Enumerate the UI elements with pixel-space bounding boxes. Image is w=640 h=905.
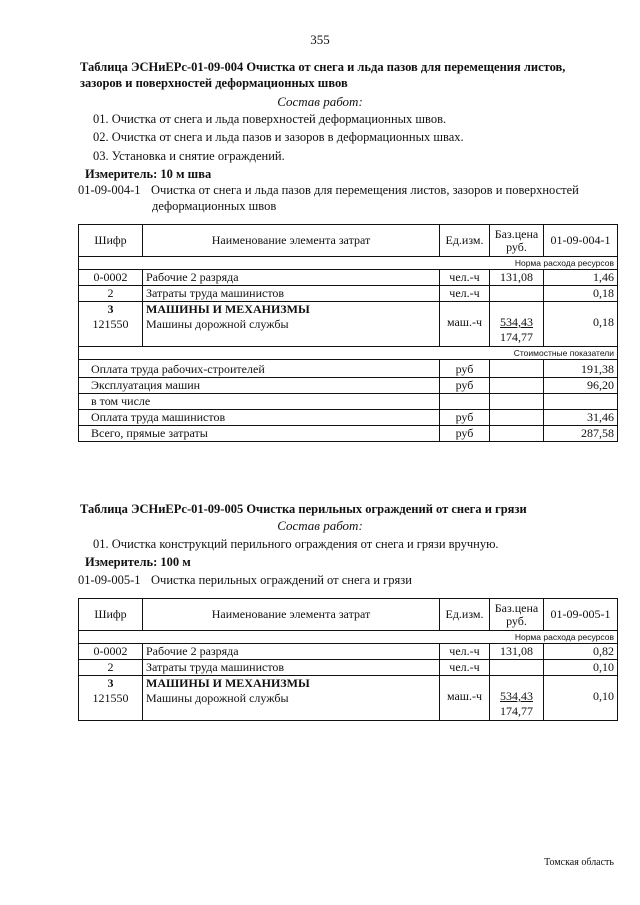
table-header-row: [79, 599, 618, 631]
cell-unit: чел.-ч: [440, 660, 490, 676]
cost-value: 31,46: [544, 410, 618, 426]
header-unit: Ед.изм.: [440, 599, 490, 631]
cell-price: 131,08: [490, 270, 544, 286]
code-line: [78, 573, 412, 588]
cell-name: [143, 676, 440, 721]
cell-value: 0,10: [544, 676, 618, 721]
cell-price: [490, 286, 544, 302]
code-number: 01-09-004-1: [78, 183, 141, 197]
resource-table: [78, 598, 618, 721]
cell-unit: маш.-ч: [440, 676, 490, 721]
header-code: 01-09-004-1: [544, 225, 618, 257]
cost-row: [79, 410, 618, 426]
cell-price: [490, 302, 544, 347]
cost-name: Всего, прямые затраты: [79, 426, 440, 442]
cell-value: 1,46: [544, 270, 618, 286]
cost-empty: [490, 410, 544, 426]
cell-name: Затраты труда машинистов: [143, 286, 440, 302]
group-title: МАШИНЫ И МЕХАНИЗМЫ: [146, 302, 310, 316]
header-base-price: Баз.цена руб.: [490, 599, 544, 631]
table-row: [79, 660, 618, 676]
header-name: Наименование элемента затрат: [143, 599, 440, 631]
cost-unit: руб: [440, 410, 490, 426]
cipher-code: 121550: [92, 317, 129, 331]
price-wage: 174,77: [500, 704, 533, 718]
cost-value: 287,58: [544, 426, 618, 442]
cell-unit: маш.-ч: [440, 302, 490, 347]
code-line: [78, 183, 579, 198]
resource-table: [78, 224, 618, 442]
cell-unit: чел.-ч: [440, 644, 490, 660]
work-step: 01. Очистка от снега и льда поверхностей деформационных швов.: [93, 112, 447, 126]
item-name: Машины дорожной службы: [146, 317, 289, 331]
cost-value: [544, 394, 618, 410]
work-step: 03. Установка и снятие ограждений.: [93, 149, 285, 163]
cell-value: 0,82: [544, 644, 618, 660]
cost-empty: [490, 378, 544, 394]
table-row: [79, 286, 618, 302]
cost-empty: [490, 426, 544, 442]
cipher-group: 3: [107, 676, 114, 690]
code-number: 01-09-005-1: [78, 573, 141, 587]
cost-name: Оплата труда машинистов: [79, 410, 440, 426]
header-base-price: Баз.цена руб.: [490, 225, 544, 257]
cell-value: 0,18: [544, 302, 618, 347]
cell-name: Затраты труда машинистов: [143, 660, 440, 676]
cost-row: [79, 394, 618, 410]
cost-label: Стоимостные показатели: [79, 347, 618, 360]
table-title: Таблица ЭСНиЕРс-01-09-005 Очистка перильных ограждений от снега и грязи: [80, 502, 527, 516]
price-wage: 174,77: [500, 330, 533, 344]
group-title: МАШИНЫ И МЕХАНИЗМЫ: [146, 676, 310, 690]
cell-cipher: [79, 302, 143, 347]
cost-value: 191,38: [544, 360, 618, 378]
cell-unit: чел.-ч: [440, 270, 490, 286]
header-cipher: Шифр: [79, 225, 143, 257]
table-row: [79, 676, 618, 721]
norma-label: Норма расхода ресурсов: [79, 631, 618, 644]
cost-row-total: [79, 426, 618, 442]
composition-label: Состав работ:: [277, 518, 363, 533]
norma-label: Норма расхода ресурсов: [79, 257, 618, 270]
cell-cipher: 2: [79, 660, 143, 676]
composition-label: Состав работ:: [277, 94, 363, 109]
table-header-row: [79, 225, 618, 257]
page-number: 355: [310, 32, 330, 47]
cost-row: [79, 378, 618, 394]
cost-name: в том числе: [79, 394, 440, 410]
cell-name: [143, 302, 440, 347]
cost-empty: [490, 394, 544, 410]
cell-value: 0,18: [544, 286, 618, 302]
code-description: Очистка от снега и льда пазов для перемещения листов, зазоров и поверхностей: [151, 183, 579, 197]
cell-cipher: [79, 676, 143, 721]
cell-cipher: 2: [79, 286, 143, 302]
cost-unit: руб: [440, 426, 490, 442]
cell-name: Рабочие 2 разряда: [143, 644, 440, 660]
cell-value: 0,10: [544, 660, 618, 676]
cell-cipher: 0-0002: [79, 644, 143, 660]
work-step: 01. Очистка конструкций перильного ограждения от снега и грязи вручную.: [93, 537, 499, 551]
cost-row: [79, 360, 618, 378]
meter-label: Измеритель: 10 м шва: [85, 167, 212, 181]
cost-unit: [440, 394, 490, 410]
table-row: [79, 270, 618, 286]
cell-unit: чел.-ч: [440, 286, 490, 302]
header-cipher: Шифр: [79, 599, 143, 631]
footer-region: Томская область: [544, 857, 614, 868]
work-step: 02. Очистка от снега и льда пазов и зазоров в деформационных швах.: [93, 130, 464, 144]
table-row: [79, 302, 618, 347]
cost-empty: [490, 360, 544, 378]
cipher-group: 3: [107, 302, 114, 316]
cell-price: [490, 676, 544, 721]
code-description: Очистка перильных ограждений от снега и грязи: [151, 573, 412, 587]
header-code: 01-09-005-1: [544, 599, 618, 631]
cell-cipher: 0-0002: [79, 270, 143, 286]
table-row: [79, 644, 618, 660]
code-description-cont: деформационных швов: [152, 199, 277, 213]
cipher-code: 121550: [92, 691, 129, 705]
price-main: 534,43: [500, 689, 533, 703]
price-main: 534,43: [500, 315, 533, 329]
cost-name: Эксплуатация машин: [79, 378, 440, 394]
cost-unit: руб: [440, 360, 490, 378]
header-name: Наименование элемента затрат: [143, 225, 440, 257]
meter-label: Измеритель: 100 м: [85, 555, 191, 569]
header-unit: Ед.изм.: [440, 225, 490, 257]
cost-name: Оплата труда рабочих-строителей: [79, 360, 440, 378]
cost-unit: руб: [440, 378, 490, 394]
cell-price: [490, 660, 544, 676]
cost-value: 96,20: [544, 378, 618, 394]
cell-price: 131,08: [490, 644, 544, 660]
cell-name: Рабочие 2 разряда: [143, 270, 440, 286]
item-name: Машины дорожной службы: [146, 691, 289, 705]
table-title: Таблица ЭСНиЕРс-01-09-004 Очистка от снега и льда пазов для перемещения листов, зазоров и поверхностей деформационных швов: [80, 60, 566, 90]
